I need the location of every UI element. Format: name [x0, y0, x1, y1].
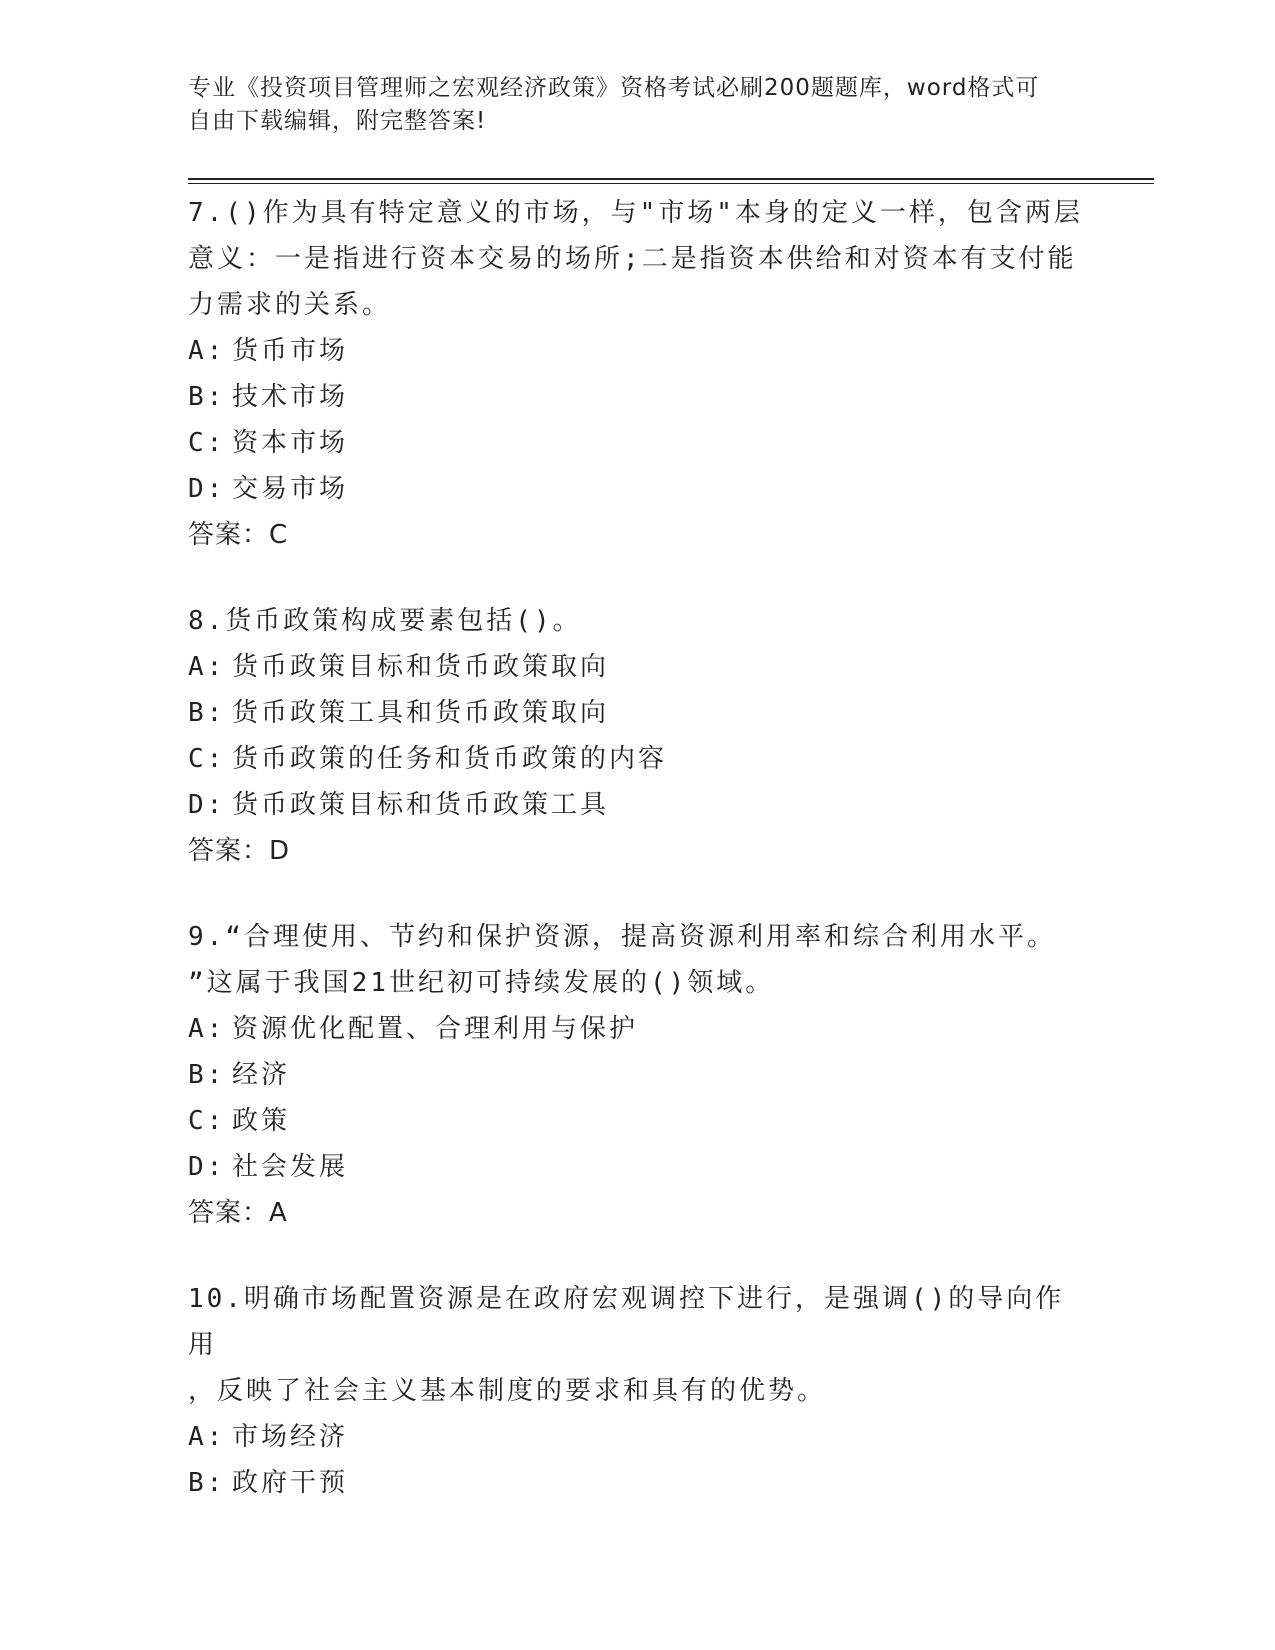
question-list	[188, 190, 1088, 1506]
option-text: 经济	[232, 1060, 291, 1090]
option-text: 货币政策工具和货币政策取向	[232, 698, 610, 728]
question-spacer	[188, 558, 1088, 598]
option-text: 货币市场	[232, 336, 349, 366]
option-a	[188, 328, 1088, 374]
option-c	[188, 736, 1088, 782]
answer-line: 答案：D	[188, 836, 291, 866]
option-letter: C:	[188, 1106, 226, 1136]
question-stem-line: 力需求的关系。	[188, 290, 392, 320]
option-d	[188, 782, 1088, 828]
option-letter: A:	[188, 1014, 226, 1044]
question-8	[188, 598, 1088, 874]
question-7	[188, 190, 1088, 558]
answer-line: 答案：A	[188, 1198, 288, 1228]
option-letter: D:	[188, 790, 226, 820]
answer-line: 答案：C	[188, 520, 289, 550]
question-spacer	[188, 1236, 1088, 1276]
option-b	[188, 690, 1088, 736]
question-stem-line: ”这属于我国21世纪初可持续发展的()领域。	[188, 968, 775, 998]
option-text: 社会发展	[232, 1152, 349, 1182]
header-divider-thick	[188, 178, 1154, 180]
option-b	[188, 1460, 1088, 1506]
option-a	[188, 1006, 1088, 1052]
option-text: 市场经济	[232, 1422, 349, 1452]
option-text: 资本市场	[232, 428, 349, 458]
option-d	[188, 1144, 1088, 1190]
question-10	[188, 1276, 1088, 1506]
option-b	[188, 1052, 1088, 1098]
option-text: 货币政策目标和货币政策取向	[232, 652, 610, 682]
option-letter: B:	[188, 1468, 226, 1498]
option-d	[188, 466, 1088, 512]
option-letter: B:	[188, 382, 226, 412]
option-text: 政策	[232, 1106, 291, 1136]
question-stem-line: 8.货币政策构成要素包括()。	[188, 606, 582, 636]
question-9	[188, 914, 1088, 1236]
option-letter: A:	[188, 652, 226, 682]
header-divider-thin	[188, 183, 1154, 184]
header-line-2: 自由下载编辑，附完整答案!	[188, 108, 487, 134]
question-stem-line: 10.明确市场配置资源是在政府宏观调控下进行，是强调()的导向作用	[188, 1284, 1065, 1360]
header-line-1: 专业《投资项目管理师之宏观经济政策》资格考试必刷200题题库，word格式可	[188, 75, 1040, 101]
option-letter: D:	[188, 474, 226, 504]
question-stem-line: 7.()作为具有特定意义的市场，与"市场"本身的定义一样，包含两层	[188, 198, 1083, 228]
option-c	[188, 1098, 1088, 1144]
option-c	[188, 420, 1088, 466]
option-b	[188, 374, 1088, 420]
option-text: 货币政策的任务和货币政策的内容	[232, 744, 668, 774]
option-letter: C:	[188, 744, 226, 774]
option-text: 货币政策目标和货币政策工具	[232, 790, 610, 820]
option-letter: B:	[188, 698, 226, 728]
question-spacer	[188, 874, 1088, 914]
option-letter: C:	[188, 428, 226, 458]
option-letter: B:	[188, 1060, 226, 1090]
option-text: 资源优化配置、合理利用与保护	[232, 1014, 639, 1044]
option-letter: A:	[188, 1422, 226, 1452]
question-stem-line: 9.“合理使用、节约和保护资源，提高资源利用率和综合利用水平。	[188, 922, 1056, 952]
option-text: 技术市场	[232, 382, 349, 412]
option-text: 交易市场	[232, 474, 349, 504]
question-stem-line: 意义：一是指进行资本交易的场所;二是指资本供给和对资本有支付能	[188, 244, 1077, 274]
option-text: 政府干预	[232, 1468, 349, 1498]
option-a	[188, 644, 1088, 690]
option-a	[188, 1414, 1088, 1460]
question-stem-line: ，反映了社会主义基本制度的要求和具有的优势。	[188, 1376, 827, 1406]
option-letter: A:	[188, 336, 226, 366]
document-header	[188, 72, 1088, 138]
option-letter: D:	[188, 1152, 226, 1182]
